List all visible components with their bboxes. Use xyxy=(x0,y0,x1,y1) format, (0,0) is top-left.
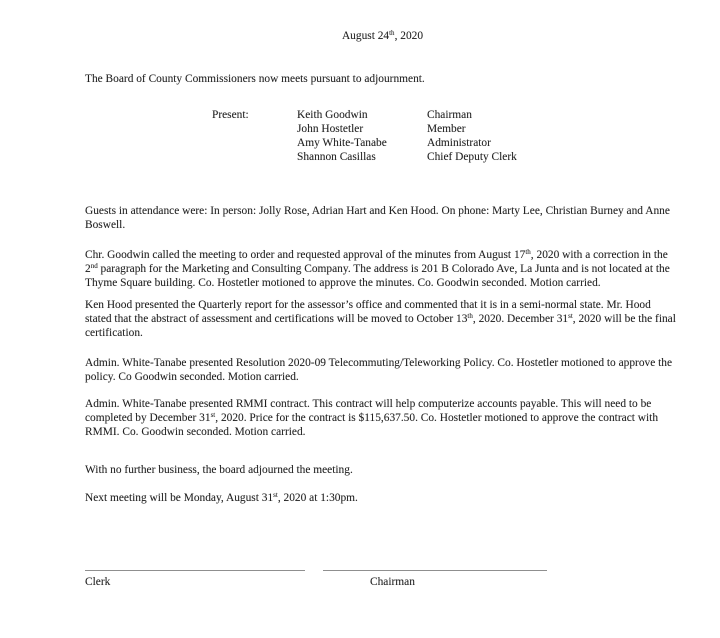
next-meeting-paragraph: Next meeting will be Monday, August 31st, 2020 at 1:30pm. xyxy=(85,491,358,504)
attendee-role: Chairman xyxy=(427,109,472,121)
chairman-signature-block xyxy=(323,570,547,589)
present-section xyxy=(212,108,680,164)
attendee-name: Amy White-Tanabe xyxy=(297,137,387,149)
present-spacer xyxy=(212,150,297,164)
assessor-report-paragraph: Ken Hood presented the Quarterly report for the assessor’s office and commented that it is in a semi-normal state. Mr. Hood stated that the abstract of assessment and certifications will be moved to October 13th, 2020. December 31st, 2020 will be the final certification. xyxy=(85,299,676,339)
clerk-label: Clerk xyxy=(85,576,111,588)
present-label: Present: xyxy=(212,109,249,121)
signature-section xyxy=(85,570,680,589)
present-spacer xyxy=(212,136,297,150)
intro-paragraph: The Board of County Commissioners now meets pursuant to adjournment. xyxy=(85,73,425,85)
adjournment-paragraph: With no further business, the board adjourned the meeting. xyxy=(85,464,353,476)
attendee-role: Chief Deputy Clerk xyxy=(427,151,517,163)
chairman-label: Chairman xyxy=(370,576,415,588)
signature-gap xyxy=(305,570,323,589)
attendee-name: Shannon Casillas xyxy=(297,151,376,163)
minutes-approval-paragraph: Chr. Goodwin called the meeting to order and requested approval of the minutes from August 17th, 2020 with a correction in the 2nd paragraph for the Marketing and Consulting Company. The address is 201 B Colorado Ave, La Junta and is not located at the Thyme Square building. Co. Hostetler motioned to approve the minutes. Co. Goodwin seconded. Motion carried. xyxy=(85,248,670,289)
attendee-name: John Hostetler xyxy=(297,123,364,135)
attendee-name: Keith Goodwin xyxy=(297,109,368,121)
resolution-paragraph: Admin. White-Tanabe presented Resolution 2020-09 Telecommuting/Teleworking Policy. Co. Hostetler motioned to approve the policy. Co Goodwin seconded. Motion carried. xyxy=(85,357,673,383)
attendee-role: Member xyxy=(427,123,466,135)
attendee-role: Administrator xyxy=(427,137,491,149)
guests-paragraph: Guests in attendance were: In person: Jolly Rose, Adrian Hart and Ken Hood. On phone: Marty Lee, Christian Burney and Anne Boswell. xyxy=(85,205,670,231)
clerk-signature-block xyxy=(85,570,305,589)
rmmi-contract-paragraph: Admin. White-Tanabe presented RMMI contract. This contract will help computerize accounts payable. This will need to be completed by December 31st, 2020. Price for the contract is $115,637.50. Co. Hostetler motioned to approve the contract with RMMI. Co. Goodwin seconded. Motion carried. xyxy=(85,398,659,438)
present-spacer xyxy=(212,122,297,136)
document-date: August 24th, 2020 xyxy=(341,29,424,42)
